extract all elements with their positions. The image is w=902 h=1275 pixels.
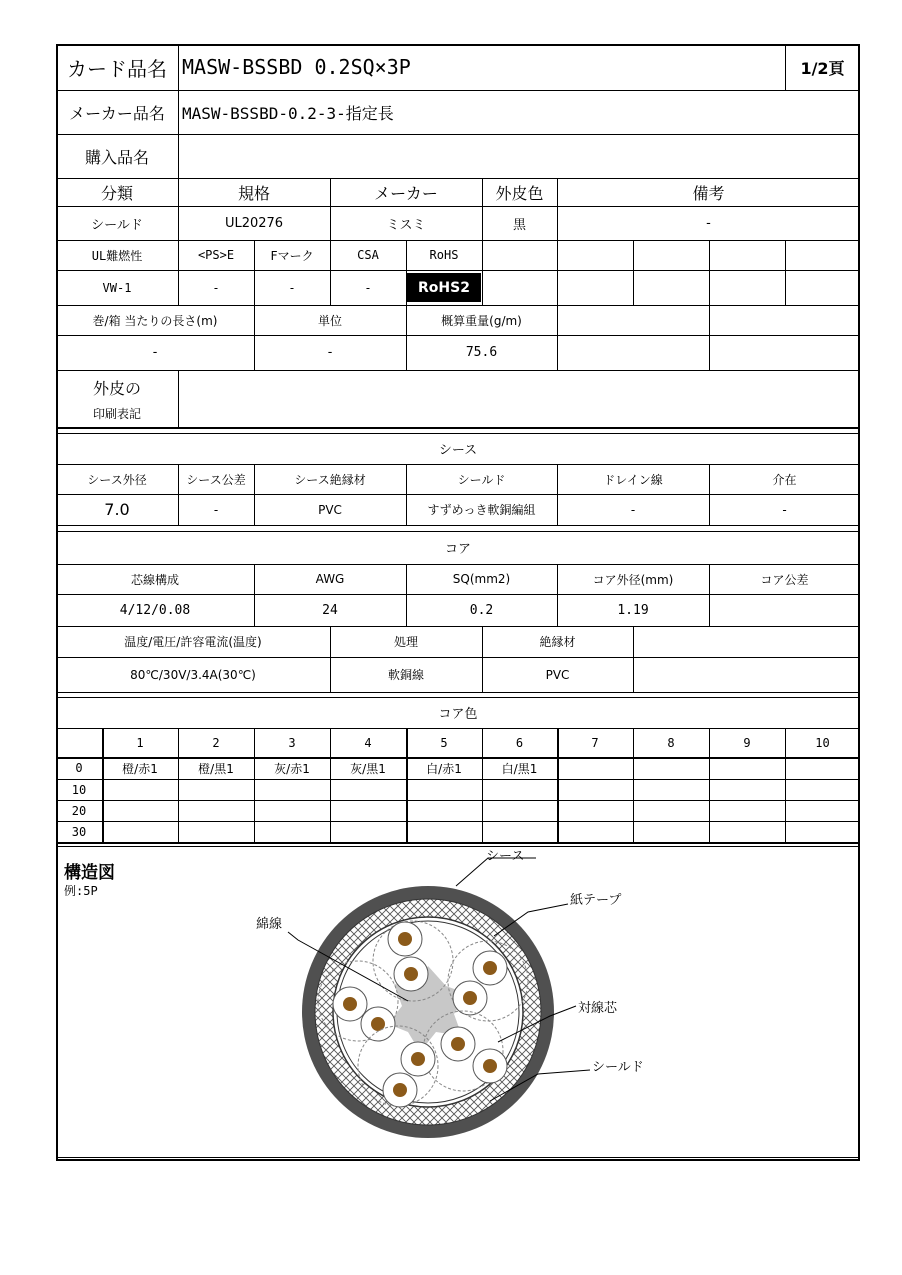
weight-value-0: - (151, 345, 159, 360)
core-color-col-2: 3 (288, 735, 296, 750)
core-color-cell-0-1: 橙/黒1 (198, 761, 234, 776)
conductor-5-2 (393, 1083, 407, 1097)
conductor-5-1 (411, 1052, 425, 1066)
cert-header-3: CSA (357, 248, 379, 262)
cert-value-4: RoHS2 (407, 273, 481, 302)
grid-line (56, 692, 860, 693)
rating-header-2: 絶縁材 (539, 635, 576, 649)
core-title: コア (444, 542, 471, 557)
core-color-col-8: 9 (743, 735, 751, 750)
core-value-4 (709, 594, 860, 626)
cert-value-9 (785, 270, 860, 305)
core-color-cell-0-9 (785, 757, 860, 779)
cert-value-6 (557, 270, 633, 305)
cert-header-0: UL難燃性 (91, 248, 143, 263)
conductor-3-1 (343, 997, 357, 1011)
core-color-cell-1-6 (557, 779, 633, 800)
core-color-cell-2-0 (102, 800, 178, 821)
label-shield: シールド (592, 1060, 644, 1075)
sheath-value-2: PVC (318, 502, 342, 517)
core-color-cell-0-3: 灰/黒1 (350, 761, 386, 776)
weight-value-3 (557, 335, 709, 370)
weight-value-2: 75.6 (465, 345, 498, 360)
core-color-cell-2-8 (709, 800, 785, 821)
cert-header-2: Fマーク (270, 248, 314, 263)
label-sheath: シース (486, 849, 525, 864)
cert-value-7 (633, 270, 709, 305)
core-color-cell-0-5: 白/黒1 (501, 761, 538, 776)
purchase-name-label: 購入品名 (84, 147, 149, 167)
core-color-col-7: 8 (667, 735, 675, 750)
classification-header-1: 規格 (237, 183, 270, 203)
card-name-label: カード品名 (67, 56, 167, 81)
sheath-value-5: - (782, 502, 787, 517)
rating-header-0: 温度/電圧/許容電流(温度) (124, 635, 262, 649)
core-color-cell-1-8 (709, 779, 785, 800)
cable-structure-diagram (58, 846, 858, 1158)
cert-header-1: <PS>E (197, 248, 235, 262)
core-header-4: コア公差 (760, 572, 809, 587)
grid-line (56, 427, 860, 429)
core-color-col-1: 2 (212, 735, 220, 750)
sheath-header-4: ドレイン線 (603, 472, 663, 487)
classification-header-2: メーカー (374, 183, 438, 203)
sheath-header-1: シース公差 (186, 472, 246, 487)
core-colors-title: コア色 (438, 707, 478, 722)
sheath-title: シース (438, 443, 478, 458)
diagram-example: 例:5P (64, 884, 98, 898)
core-color-cell-1-1 (178, 779, 254, 800)
rating-header-1: 処理 (393, 635, 418, 649)
core-color-cell-2-6 (557, 800, 633, 821)
core-color-cell-1-9 (785, 779, 860, 800)
grid-line (56, 525, 860, 526)
rating-value-2: PVC (545, 667, 570, 682)
sheath-value-4: - (630, 502, 636, 517)
classification-header-0: 分類 (100, 183, 133, 203)
cert-header-7 (633, 240, 709, 270)
weight-header-0: 巻/箱 当たりの長さ(m) (92, 313, 218, 328)
sheath-value-0: 7.0 (104, 500, 130, 519)
core-color-cell-3-5 (482, 821, 557, 842)
core-value-0: 4/12/0.08 (119, 602, 191, 618)
rating-header-3 (633, 626, 860, 657)
core-color-cell-0-0: 橙/赤1 (122, 761, 158, 776)
cert-value-2: - (288, 280, 296, 295)
classification-value-1: UL20276 (224, 215, 284, 231)
classification-value-4: - (706, 215, 711, 231)
core-color-cell-0-6 (557, 757, 633, 779)
core-color-cell-2-7 (633, 800, 709, 821)
core-value-1: 24 (322, 602, 338, 618)
page-number: 1/2頁 (800, 58, 845, 78)
core-color-col-6: 7 (591, 735, 599, 750)
sheath-header-2: シース絶縁材 (294, 472, 366, 487)
core-color-cell-3-2 (254, 821, 330, 842)
maker-name-label: メーカー品名 (69, 103, 165, 123)
cert-header-9 (785, 240, 860, 270)
rating-value-0: 80℃/30V/3.4A(30℃) (130, 667, 256, 682)
core-color-cell-3-7 (633, 821, 709, 842)
weight-header-3 (557, 305, 709, 335)
core-color-cell-0-7 (633, 757, 709, 779)
maker-name-value: MASW-BSSBD-0.2-3-指定長 (182, 103, 394, 123)
core-color-col-3: 4 (364, 735, 372, 750)
conductor-4-1 (451, 1037, 465, 1051)
diagram-title: 構造図 (64, 863, 115, 883)
print-marking-value (178, 370, 860, 427)
cert-header-5 (482, 240, 557, 270)
cert-value-5 (482, 270, 557, 305)
conductor-2-1 (483, 961, 497, 975)
core-color-cell-3-1 (178, 821, 254, 842)
core-color-cell-3-9 (785, 821, 860, 842)
core-color-cell-2-9 (785, 800, 860, 821)
label-filler: 綿線 (256, 917, 283, 932)
label-twisted-pair: 対線芯 (578, 1001, 618, 1016)
core-color-cell-1-2 (254, 779, 330, 800)
core-color-row-index-3: 30 (71, 824, 87, 839)
card-name-value: MASW-BSSBD 0.2SQ×3P (182, 55, 411, 79)
classification-value-3: 黒 (512, 217, 526, 233)
cert-value-8 (709, 270, 785, 305)
core-color-col-4: 5 (440, 735, 448, 750)
conductor-4-2 (483, 1059, 497, 1073)
core-color-cell-2-2 (254, 800, 330, 821)
sheath-value-3: すずめっき軟銅編組 (427, 503, 536, 517)
label-paper-tape: 紙テープ (570, 893, 622, 908)
core-color-col-0: 1 (136, 735, 144, 750)
core-color-col-5: 6 (515, 735, 524, 750)
classification-value-0: シールド (91, 217, 143, 233)
cert-header-8 (709, 240, 785, 270)
classification-header-4: 備考 (692, 183, 725, 203)
weight-value-1: - (326, 345, 334, 360)
print-marking-label-2: 印刷表記 (92, 406, 141, 421)
core-color-cell-1-5 (482, 779, 557, 800)
conductor-2-2 (463, 991, 477, 1005)
core-color-cell-3-6 (557, 821, 633, 842)
purchase-name-value (178, 134, 860, 178)
cert-value-1: - (212, 280, 220, 295)
core-color-row-index-0: 0 (75, 761, 83, 775)
sheath-header-3: シールド (457, 472, 506, 487)
core-color-cell-0-4: 白/赤1 (426, 761, 462, 776)
core-color-cell-3-4 (406, 821, 482, 842)
core-color-cell-1-0 (102, 779, 178, 800)
weight-header-4 (709, 305, 860, 335)
core-color-cell-0-8 (709, 757, 785, 779)
sheath-header-0: シース外径 (87, 472, 147, 487)
print-marking-label-1: 外皮の (92, 378, 141, 398)
conductor-1-1 (398, 932, 412, 946)
core-header-1: AWG (315, 572, 345, 586)
core-color-cell-3-3 (330, 821, 406, 842)
core-color-cell-3-8 (709, 821, 785, 842)
core-value-2: 0.2 (469, 602, 494, 618)
classification-value-2: ミスミ (386, 217, 426, 233)
core-color-cell-3-0 (102, 821, 178, 842)
core-value-3: 1.19 (617, 602, 649, 618)
core-color-cell-2-3 (330, 800, 406, 821)
conductor-1-2 (404, 967, 418, 981)
core-header-0: 芯線構成 (130, 572, 179, 587)
core-header-3: コア外径(mm) (592, 572, 674, 587)
grid-line (56, 842, 860, 844)
core-color-col-9: 10 (815, 735, 830, 750)
cert-value-0: VW-1 (102, 280, 132, 295)
core-color-cell-1-7 (633, 779, 709, 800)
weight-header-2: 概算重量(g/m) (441, 313, 522, 328)
cert-header-4: RoHS (429, 248, 459, 262)
classification-header-3: 外皮色 (495, 183, 544, 203)
weight-value-4 (709, 335, 860, 370)
cert-value-3: - (364, 280, 372, 295)
weight-header-1: 単位 (317, 313, 342, 328)
core-color-cell-0-2: 灰/赤1 (274, 761, 310, 776)
core-color-cell-1-4 (406, 779, 482, 800)
rating-value-3 (633, 657, 860, 692)
sheath-value-1: - (213, 502, 219, 517)
rating-value-1: 軟銅線 (387, 668, 424, 682)
core-color-row-index-2: 20 (71, 803, 87, 818)
core-color-cell-2-4 (406, 800, 482, 821)
core-header-2: SQ(mm2) (452, 572, 511, 586)
cert-header-6 (557, 240, 633, 270)
core-color-cell-1-3 (330, 779, 406, 800)
core-color-cell-2-1 (178, 800, 254, 821)
sheath-header-5: 介在 (772, 472, 797, 487)
core-color-cell-2-5 (482, 800, 557, 821)
core-color-row-index-1: 10 (71, 782, 87, 797)
